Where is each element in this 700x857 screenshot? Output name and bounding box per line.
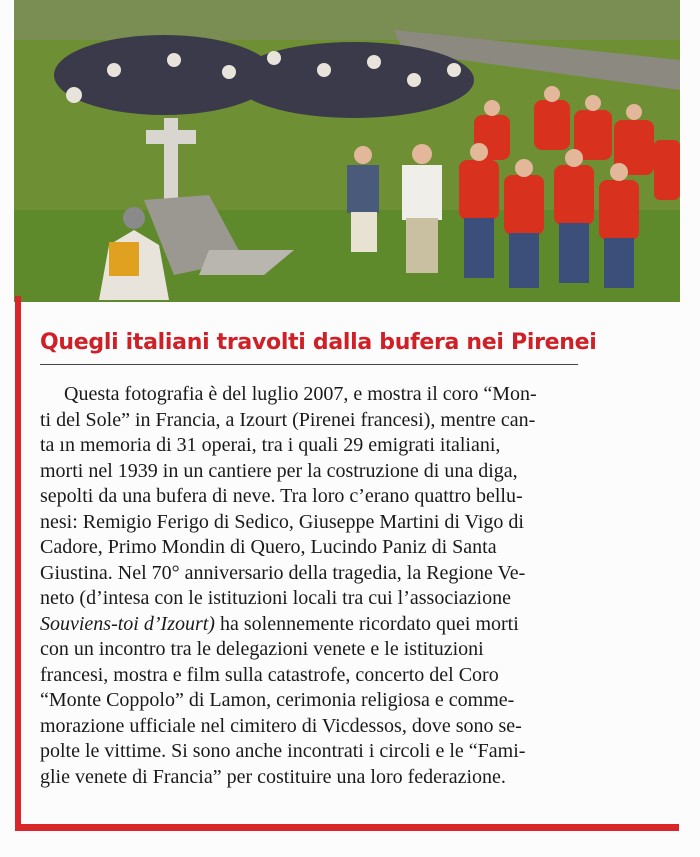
choir-photo-illustration xyxy=(14,0,680,302)
body-line-rest: ha solennemente ricordato quei morti xyxy=(219,612,519,635)
body-line-with-italic xyxy=(40,612,580,638)
red-frame-bottom xyxy=(15,824,679,831)
body-line: morazione ufficiale nel cimitero di Vicdessos, dove sono se- xyxy=(40,714,522,737)
body-line: ti del Sole” in Francia, a Izourt (Pirenei francesi), mentre can- xyxy=(40,408,536,431)
article-headline: Quegli italiani travolti dalla bufera nei Pirenei xyxy=(40,330,597,355)
body-line: nesi: Remigio Ferigo di Sedico, Giuseppe Martini di Vigo di xyxy=(40,510,524,533)
body-line: sepolti da una bufera di neve. Tra loro c’erano quattro bellu- xyxy=(40,485,523,507)
article-body xyxy=(40,382,580,790)
body-line: neto (d’intesa con le istituzioni locali tra cui l’associazione xyxy=(40,587,511,609)
association-name: Souviens-toi d’Izourt) xyxy=(40,612,215,635)
body-line: morti nel 1939 in un cantiere per la costruzione di una diga, xyxy=(40,459,518,482)
headline-divider xyxy=(40,364,578,365)
body-line: con un incontro tra le delegazioni venete e le istituzioni xyxy=(40,638,484,660)
body-line: polte le vittime. Si sono anche incontrati i circoli e le “Fami- xyxy=(40,740,526,762)
body-line: francesi, mostra e film sulla catastrofe, concerto del Coro xyxy=(40,663,499,686)
choir-photo xyxy=(14,0,680,302)
body-line: Questa fotografia è del luglio 2007, e mostra il coro “Mon- xyxy=(64,383,537,405)
body-line: Giustina. Nel 70° anniversario della tragedia, la Regione Ve- xyxy=(40,561,526,584)
body-line: ta ın memoria di 31 operai, tra i quali 29 emigrati italiani, xyxy=(40,434,501,456)
body-line: glie venete di Francia” per costituire una loro federazione. xyxy=(40,765,506,788)
body-line: Cadore, Primo Mondin di Quero, Lucindo Paniz di Santa xyxy=(40,536,497,558)
red-frame-left xyxy=(15,296,21,831)
body-line: “Monte Coppolo” di Lamon, cerimonia religiosa e comme- xyxy=(40,689,515,711)
